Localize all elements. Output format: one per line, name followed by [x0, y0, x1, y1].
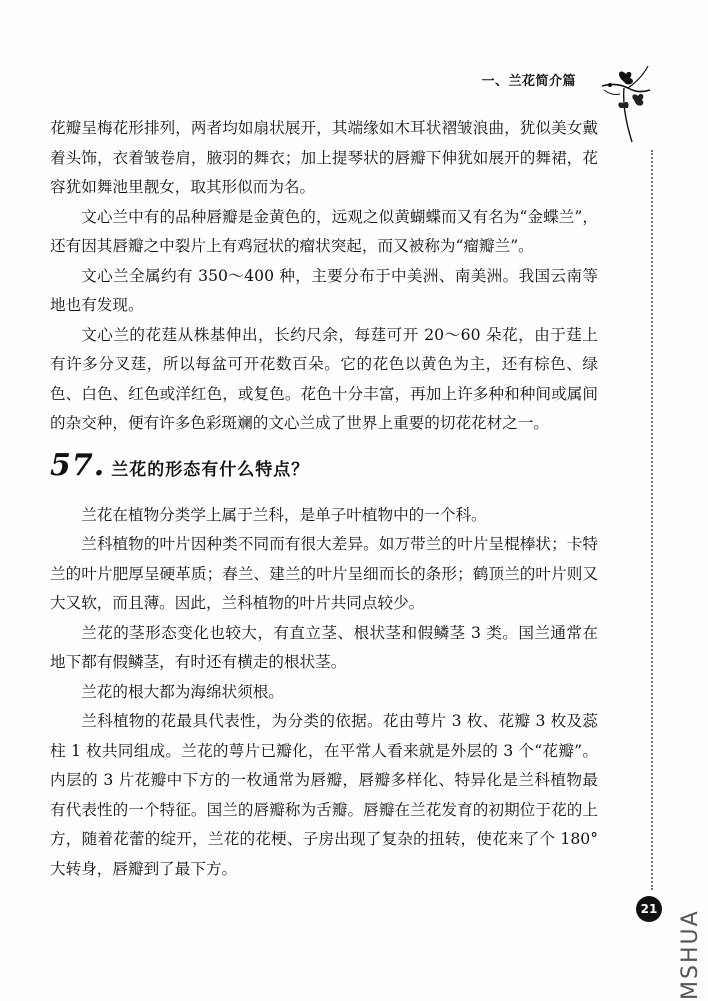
page-number: 21	[636, 896, 662, 922]
paragraph: 兰花的茎形态变化也较大，有直立茎、根状茎和假鳞茎 3 类。国兰通常在地下都有假鳞茎，有时还有横走的根状茎。	[50, 623, 598, 671]
paragraph: 兰花在植物分类学上属于兰科，是单子叶植物中的一个科。	[81, 505, 487, 524]
section-heading	[50, 447, 598, 491]
orchid-sprig-icon	[598, 60, 654, 144]
section-number: 57.	[50, 447, 106, 483]
paragraph: 文心兰中有的品种唇瓣是金黄色的，远观之似黄蝴蝶而又有名为“金蝶兰”，还有因其唇瓣之中裂片上有鸡冠状的瘤状突起，而又被称为“瘤瓣兰”。	[50, 207, 598, 255]
paragraph: 兰花的根大都为海绵状须根。	[81, 682, 284, 701]
paragraph: 花瓣呈梅花形排列，两者均如扇状展开，其端缘如木耳状褶皱浪曲，犹似美女戴着头饰，衣着皱卷肩，腋羽的舞衣；加上提琴状的唇瓣下伸犹如展开的舞裙，花容犹如舞池里靓女，取其形似而为名。	[50, 119, 598, 196]
paragraph: 文心兰的花莛从株基伸出，长约尺余，每莛可开 20～60 朵花，由于莛上有许多分叉莛，所以每盆可开花数百朵。它的花色以黄色为主，还有棕色、绿色、白色、红色或洋红色，或复色。花色十分丰富，再加上许多种和种间或属间的杂交种，便有许多色彩斑斓的文心兰成了世界上重要的切花花材之一。	[50, 325, 598, 432]
running-header: 一、兰花简介篇	[481, 74, 576, 89]
paragraph: 兰科植物的花最具代表性，为分类的依据。花由萼片 3 枚、花瓣 3 枚及蕊柱 1 枚共同组成。兰花的萼片已瓣化，在平常人看来就是外层的 3 个“花瓣”。内层的 3 片花瓣中下方的一枚通常为唇瓣，唇瓣多样化、特异化是兰科植物最有代表性的一个特征。国兰的唇瓣称为舌瓣。唇瓣在兰花发育的初期位于花的上方，随着花蕾的绽开，兰花的花梗、子房出现了复杂的扭转，使花来了个 180° 大转身，唇瓣到了最下方。	[50, 712, 598, 878]
margin-dotted-rule	[651, 150, 653, 890]
watermark: MSHUA	[678, 909, 703, 1000]
body-text	[50, 114, 598, 884]
section-title: 兰花的形态有什么特点？	[111, 459, 310, 480]
paragraph: 文心兰全属约有 350～400 种，主要分布于中美洲、南美洲。我国云南等地也有发现。	[50, 266, 598, 314]
paragraph: 兰科植物的叶片因种类不同而有很大差异。如万带兰的叶片呈棍棒状；卡特兰的叶片肥厚呈硬革质；春兰、建兰的叶片呈细而长的条形；鹤顶兰的叶片则又大又软，而且薄。因此，兰科植物的叶片共同点较少。	[50, 535, 598, 612]
